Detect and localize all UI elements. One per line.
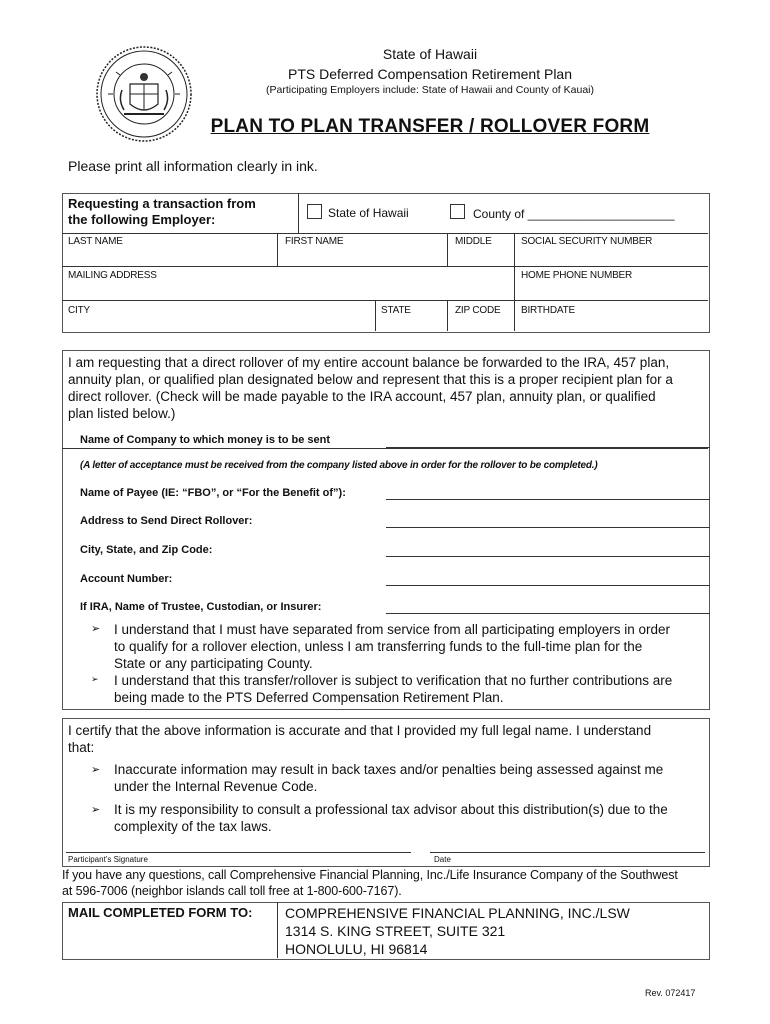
- trustee-input[interactable]: [386, 613, 710, 614]
- county-label: County of ______________________: [473, 207, 675, 221]
- request-label-2: the following Employer:: [68, 212, 216, 227]
- header-plan: PTS Deferred Compensation Retirement Plan: [287, 66, 573, 82]
- request-label-1: Requesting a transaction from: [68, 196, 256, 211]
- revision-number: Rev. 072417: [645, 988, 696, 998]
- certify-bullet-1a: Inaccurate information may result in back taxes and/or penalties being assessed against me: [114, 762, 664, 777]
- arrow-bullet-icon: ➢: [91, 764, 101, 776]
- trustee-label: If IRA, Name of Trustee, Custodian, or Insurer:: [80, 601, 322, 613]
- mail-address-2: 1314 S. KING STREET, SUITE 321: [285, 923, 506, 939]
- certify-text-1: I certify that the above information is accurate and that I provided my full legal name. I understand: [68, 723, 652, 738]
- arrow-bullet-icon: ➢: [91, 804, 101, 816]
- rollover-text-3: direct rollover. (Check will be made payable to the IRA account, 457 plan, annuity plan, or qualified: [68, 389, 656, 404]
- account-number-input[interactable]: [386, 585, 710, 586]
- signature-input[interactable]: [66, 852, 411, 853]
- state-of-hawaii-label: State of Hawaii: [328, 206, 409, 220]
- questions-text-1: If you have any questions, call Comprehensive Financial Planning, Inc./Life Insurance Company of the Southwest: [62, 868, 678, 882]
- arrow-bullet-icon: ➢: [91, 674, 99, 684]
- signature-label: Participant’s Signature: [68, 855, 148, 864]
- first-name-label: FIRST NAME: [285, 236, 344, 247]
- ssn-label: SOCIAL SECURITY NUMBER: [521, 236, 653, 247]
- acceptance-note: (A letter of acceptance must be received from the company listed above in order for the rollover to be completed.): [80, 460, 598, 471]
- certify-bullet-1b: under the Internal Revenue Code.: [114, 779, 318, 794]
- bullet-separation-2: to qualify for a rollover election, unless I am transferring funds to the full-time plan for the: [114, 639, 643, 654]
- home-phone-label: HOME PHONE NUMBER: [521, 270, 633, 281]
- bullet-separation-1: I understand that I must have separated from service from all participating employers in order: [114, 622, 671, 637]
- city-state-zip-label: City, State, and Zip Code:: [80, 544, 213, 556]
- rollover-text-1: I am requesting that a direct rollover of my entire account balance be forwarded to the IRA, 457 plan,: [68, 355, 670, 370]
- bullet-verification-2: being made to the PTS Deferred Compensation Retirement Plan.: [114, 690, 504, 705]
- state-of-hawaii-checkbox[interactable]: [307, 204, 322, 219]
- payee-input[interactable]: [386, 499, 710, 500]
- mailing-address-label: MAILING ADDRESS: [68, 270, 157, 281]
- header-employers: (Participating Employers include: State of Hawaii and County of Kauai): [265, 84, 594, 96]
- last-name-label: LAST NAME: [68, 236, 123, 247]
- state-label: STATE: [381, 305, 411, 316]
- certify-bullet-2a: It is my responsibility to consult a professional tax advisor about this distribution(s) due to the: [114, 802, 668, 817]
- intro-text: Please print all information clearly in ink.: [68, 158, 318, 174]
- header-state: State of Hawaii: [382, 46, 478, 62]
- rollover-text-4: plan listed below.): [68, 406, 176, 421]
- mail-address-1: COMPREHENSIVE FINANCIAL PLANNING, INC./LSW: [285, 905, 630, 921]
- date-input[interactable]: [430, 852, 705, 853]
- rollover-text-2: annuity plan, or qualified plan designated below and represent that this is a proper recipient plan for a: [68, 372, 673, 387]
- mail-to-label: MAIL COMPLETED FORM TO:: [68, 905, 253, 920]
- bullet-separation-3: State or any participating County.: [114, 656, 313, 671]
- form-title: PLAN TO PLAN TRANSFER / ROLLOVER FORM: [210, 116, 650, 137]
- county-checkbox[interactable]: [450, 204, 465, 219]
- mail-address-3: HONOLULU, HI 96814: [285, 941, 428, 957]
- address-label: Address to Send Direct Rollover:: [80, 515, 253, 527]
- date-label: Date: [434, 855, 451, 864]
- company-label: Name of Company to which money is to be sent: [80, 434, 330, 446]
- middle-label: MIDDLE: [455, 236, 492, 247]
- account-number-label: Account Number:: [80, 573, 173, 585]
- bullet-verification-1: I understand that this transfer/rollover is subject to verification that no further contributions are: [114, 673, 673, 688]
- address-input[interactable]: [386, 527, 710, 528]
- certify-bullet-2b: complexity of the tax laws.: [114, 819, 272, 834]
- questions-text-2: at 596-7006 (neighbor islands call toll free at 1-800-600-7167).: [62, 884, 402, 898]
- birthdate-label: BIRTHDATE: [521, 305, 575, 316]
- city-label: CITY: [68, 305, 90, 316]
- payee-label: Name of Payee (IE: “FBO”, or “For the Benefit of”):: [80, 487, 346, 499]
- certify-text-2: that:: [68, 740, 95, 755]
- zip-label: ZIP CODE: [455, 305, 501, 316]
- city-state-zip-input[interactable]: [386, 556, 710, 557]
- arrow-bullet-icon: ➢: [91, 623, 101, 635]
